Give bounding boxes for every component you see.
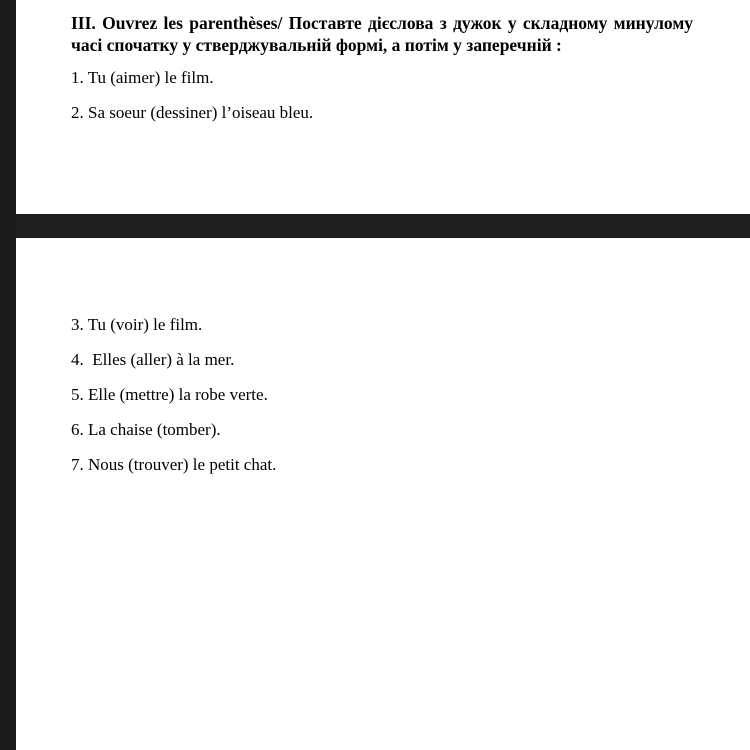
exercise-item-2: 2. Sa soeur (dessiner) l’oiseau bleu.	[71, 103, 314, 122]
exercise-item-1: 1. Tu (aimer) le film.	[71, 68, 214, 87]
document-page-bottom[interactable]	[16, 238, 750, 750]
exercise-item-3: 3. Tu (voir) le film.	[71, 315, 203, 334]
exercise-item-5: 5. Elle (mettre) la robe verte.	[71, 385, 268, 404]
left-border	[0, 0, 16, 750]
exercise-heading: III. Ouvrez les parenthèses/ Поставте дієслова з дужок у складному минулому часі спочатку у стверджувальній формі, а потім у заперечній :	[71, 13, 693, 55]
page-separator	[16, 214, 750, 238]
exercise-item-4: 4. Elles (aller) à la mer.	[71, 350, 235, 369]
document-page-top[interactable]	[16, 0, 750, 214]
exercise-item-7: 7. Nous (trouver) le petit chat.	[71, 455, 277, 474]
exercise-item-6: 6. La chaise (tomber).	[71, 420, 221, 439]
